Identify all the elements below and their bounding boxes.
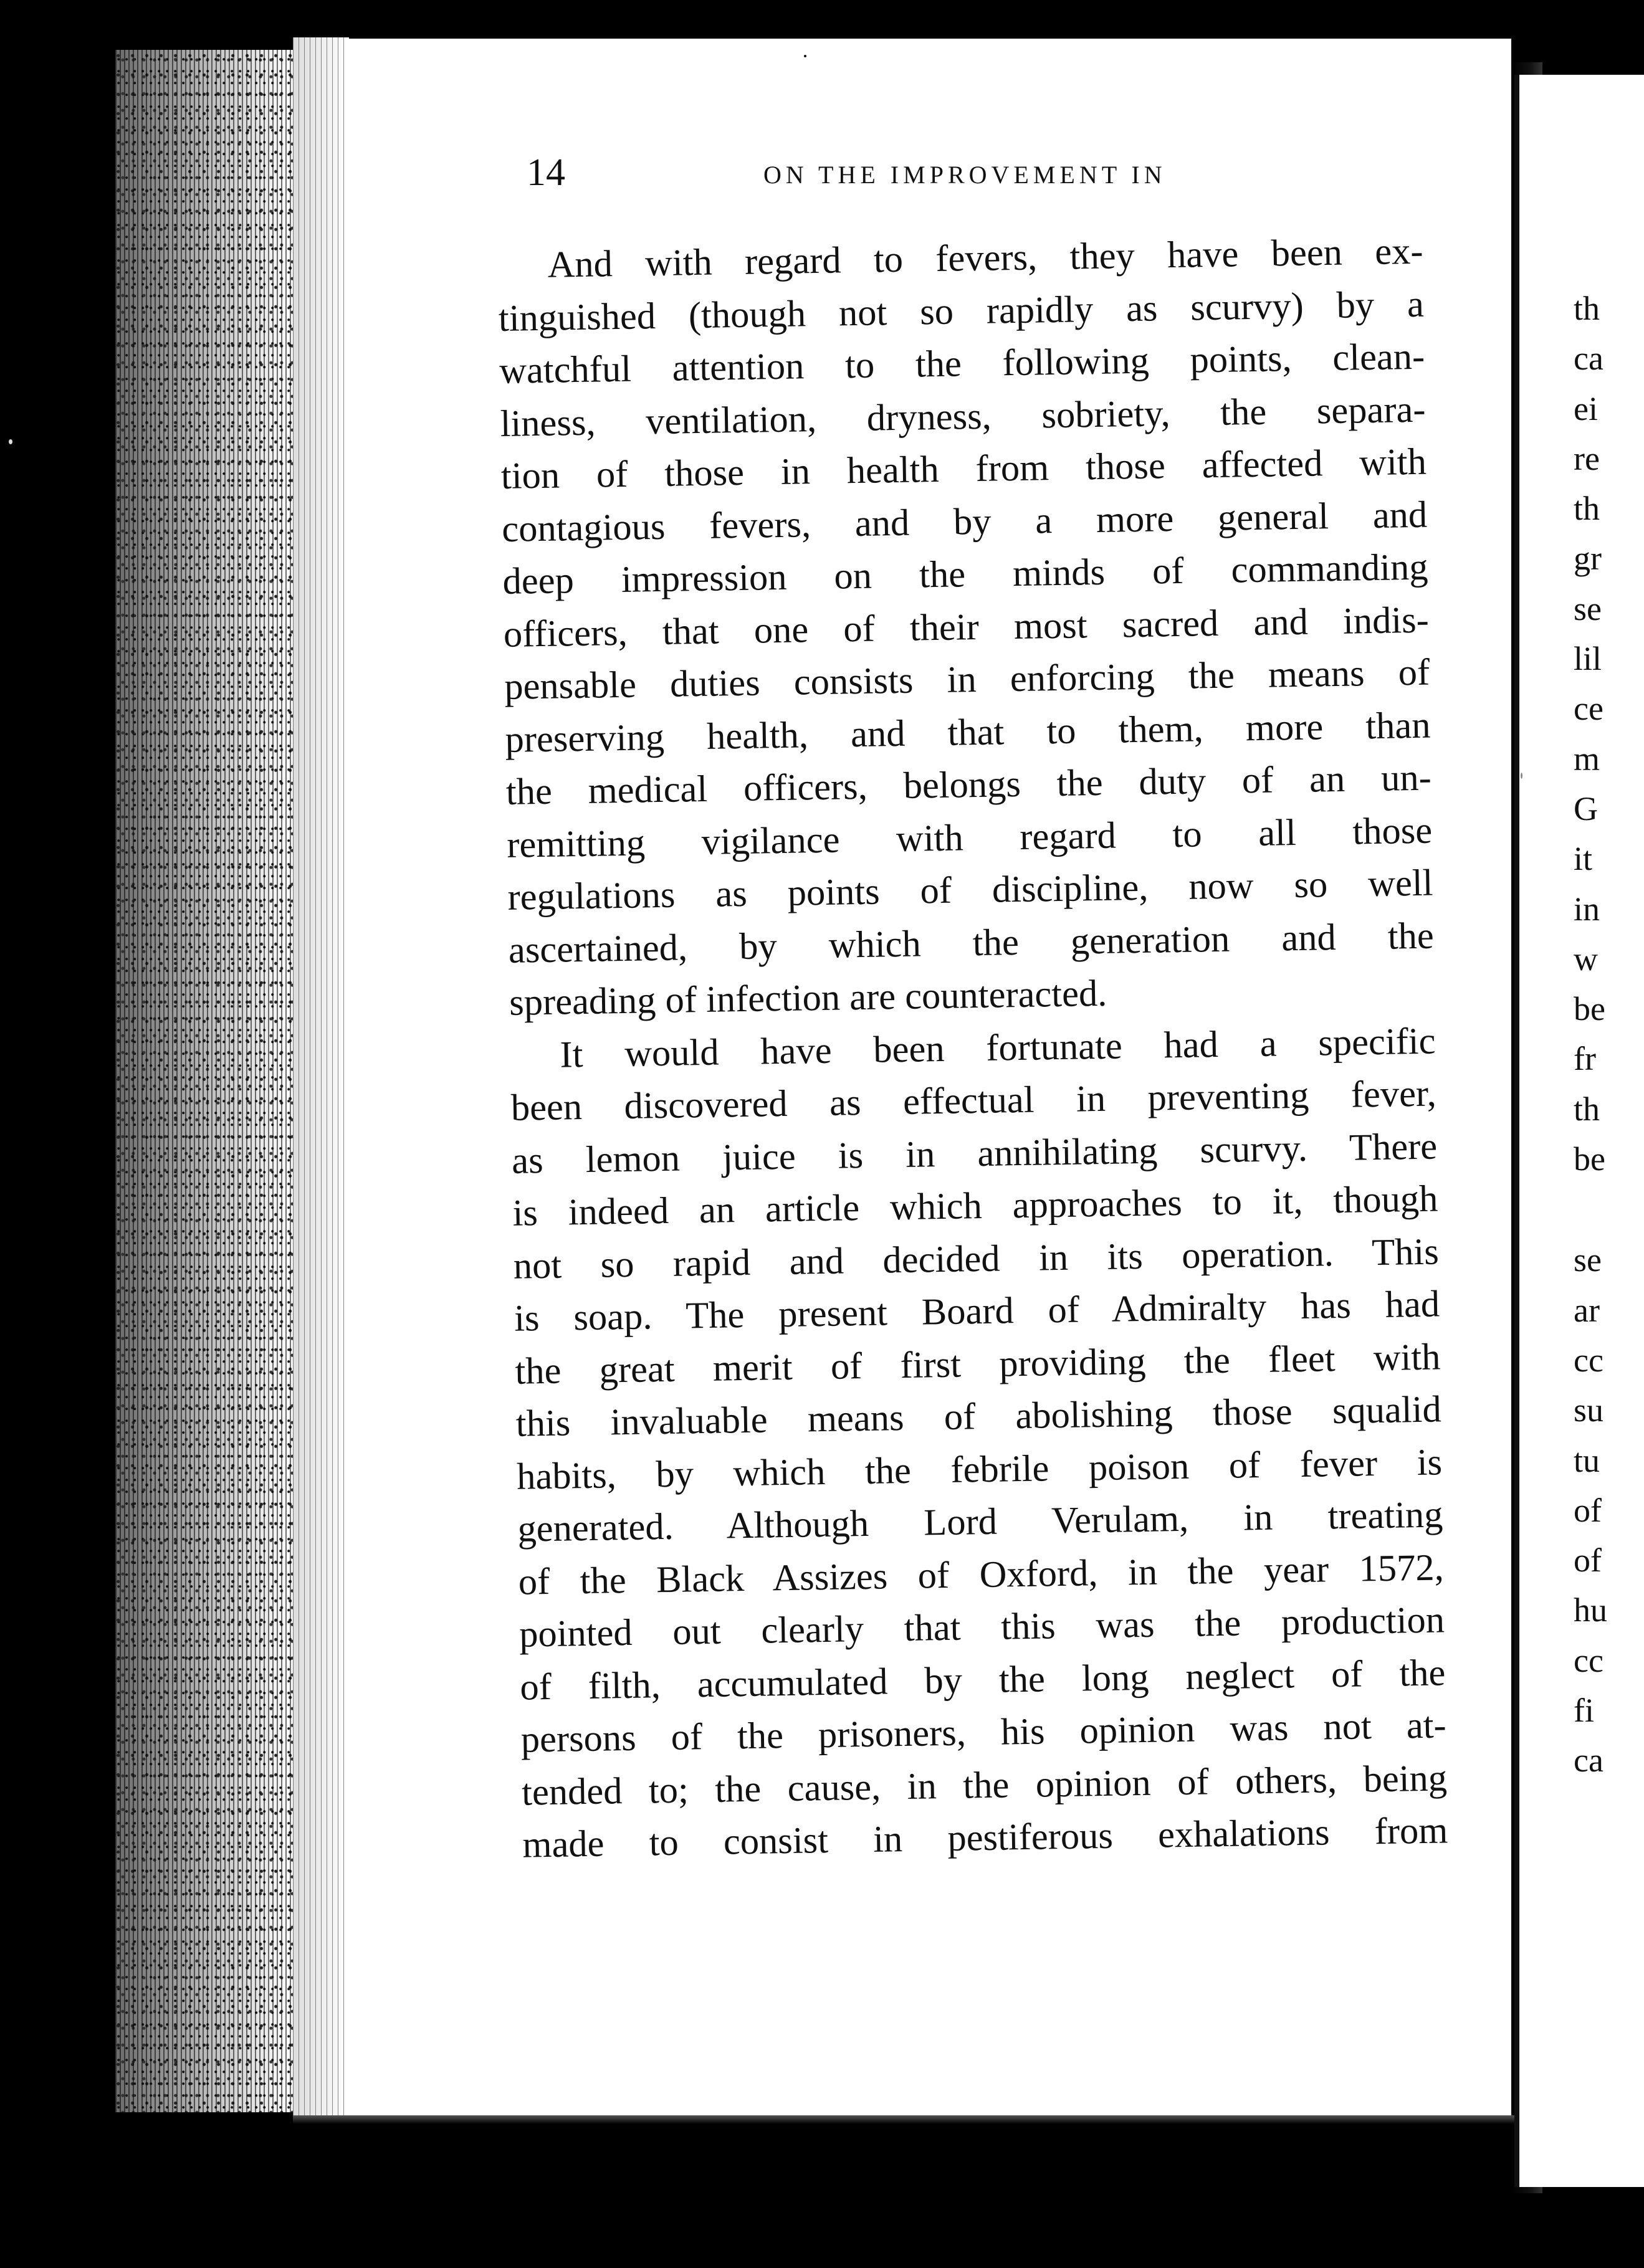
- facing-fragment: fi: [1574, 1692, 1594, 1730]
- text-line: pensable duties consists in enforcing the means of: [504, 651, 1430, 708]
- text-line: the medical officers, belongs the duty of an un-: [505, 756, 1432, 813]
- text-line: contagious fevers, and by a more general and: [501, 493, 1428, 550]
- facing-fragment: fr: [1574, 1040, 1596, 1078]
- facing-fragment: cc: [1574, 1341, 1603, 1379]
- text-line: this invaluable means of abolishing those squalid: [515, 1388, 1442, 1445]
- text-line: It would have been fortunate had a specific: [560, 1020, 1436, 1076]
- facing-fragment: se: [1574, 589, 1602, 627]
- text-line: generated. Although Lord Verulam, in treating: [517, 1494, 1443, 1550]
- text-line: remitting vigilance with regard to all those: [506, 809, 1433, 866]
- facing-page-text: [1574, 284, 1644, 1786]
- page-stack-edge: [293, 37, 349, 2118]
- facing-fragment: G: [1574, 789, 1598, 827]
- facing-fragment: ar: [1574, 1291, 1600, 1329]
- text-line: And with regard to fevers, they have been ex-: [547, 230, 1423, 286]
- text-line: of the Black Assizes of Oxford, in the year 1572,: [518, 1546, 1445, 1603]
- facing-fragment: ca: [1574, 340, 1603, 378]
- facing-fragment: th: [1574, 290, 1600, 327]
- facing-fragment: th: [1574, 490, 1600, 528]
- facing-fragment: m: [1574, 740, 1600, 778]
- facing-fragment: of: [1574, 1541, 1602, 1580]
- text-line: preserving health, and that to them, more than: [505, 704, 1431, 761]
- text-line: made to consist in pestiferous exhalations from: [522, 1809, 1448, 1866]
- page-bottom-edge: [293, 2115, 1514, 2124]
- facing-fragment: in: [1574, 890, 1600, 928]
- text-line: is soap. The present Board of Admiralty has had: [514, 1283, 1440, 1340]
- text-line: deep impression on the minds of commanding: [502, 546, 1428, 603]
- text-line: is indeed an article which approaches to it, though: [512, 1178, 1438, 1234]
- facing-fragment: be: [1574, 990, 1605, 1028]
- text-line: pointed out clearly that this was the production: [519, 1599, 1445, 1656]
- scan-speck: [9, 439, 12, 444]
- text-line: ascertained, by which the generation and the: [508, 915, 1435, 971]
- scan-speck: [804, 55, 806, 57]
- paragraph: [497, 226, 1435, 1030]
- text-line: liness, ventilation, dryness, sobriety, the separa-: [500, 388, 1426, 445]
- text-line: regulations as points of discipline, now so well: [507, 862, 1433, 918]
- facing-fragment: it: [1574, 840, 1593, 878]
- facing-fragment: th: [1574, 1090, 1600, 1128]
- page-header: [527, 145, 1424, 201]
- text-line: the great merit of first providing the fleet with: [514, 1335, 1441, 1393]
- facing-fragment: su: [1574, 1391, 1604, 1429]
- book-fore-edge: [115, 50, 302, 2112]
- text-line: watchful attention to the following points, clean-: [499, 335, 1425, 392]
- facing-fragment: hu: [1574, 1591, 1607, 1629]
- facing-fragment: ce: [1574, 690, 1603, 728]
- running-head: ON THE IMPROVEMENT IN: [763, 161, 1167, 189]
- facing-fragment: gr: [1574, 540, 1602, 578]
- text-line: as lemon juice is in annihilating scurvy. There: [511, 1125, 1438, 1182]
- page-number: 14: [527, 151, 565, 194]
- facing-fragment: ca: [1574, 1742, 1603, 1780]
- facing-paragraph-gap: [1574, 1184, 1644, 1235]
- facing-fragment: cc: [1574, 1641, 1603, 1679]
- text-line: spreading of infection are counteracted.: [509, 972, 1107, 1024]
- text-line: officers, that one of their most sacred and indis-: [503, 599, 1430, 655]
- text-line: tended to; the cause, in the opinion of others, being: [521, 1756, 1448, 1814]
- facing-fragment: re: [1574, 439, 1600, 477]
- facing-fragment: w: [1574, 940, 1598, 978]
- text-line: tinguished (though not so rapidly as scurvy) by a: [498, 283, 1425, 340]
- text-line: tion of those in health from those affected with: [500, 441, 1427, 497]
- text-line: of filth, accumulated by the long neglect of the: [519, 1651, 1446, 1708]
- facing-fragment: ei: [1574, 389, 1598, 427]
- text-line: not so rapid and decided in its operation. This: [513, 1230, 1440, 1287]
- facing-fragment: lil: [1574, 640, 1602, 678]
- scan-speck: [1521, 773, 1522, 779]
- facing-fragment: tu: [1574, 1441, 1600, 1479]
- paragraph: [510, 1015, 1448, 1872]
- text-line: been discovered as effectual in preventing fever,: [510, 1072, 1437, 1129]
- facing-fragment: of: [1574, 1491, 1602, 1529]
- text-line: habits, by which the febrile poison of fever is: [516, 1441, 1443, 1498]
- facing-fragment: be: [1574, 1140, 1605, 1178]
- text-line: persons of the prisoners, his opinion was not at-: [520, 1704, 1447, 1761]
- body-text: [497, 226, 1448, 1872]
- facing-fragment: se: [1574, 1241, 1602, 1279]
